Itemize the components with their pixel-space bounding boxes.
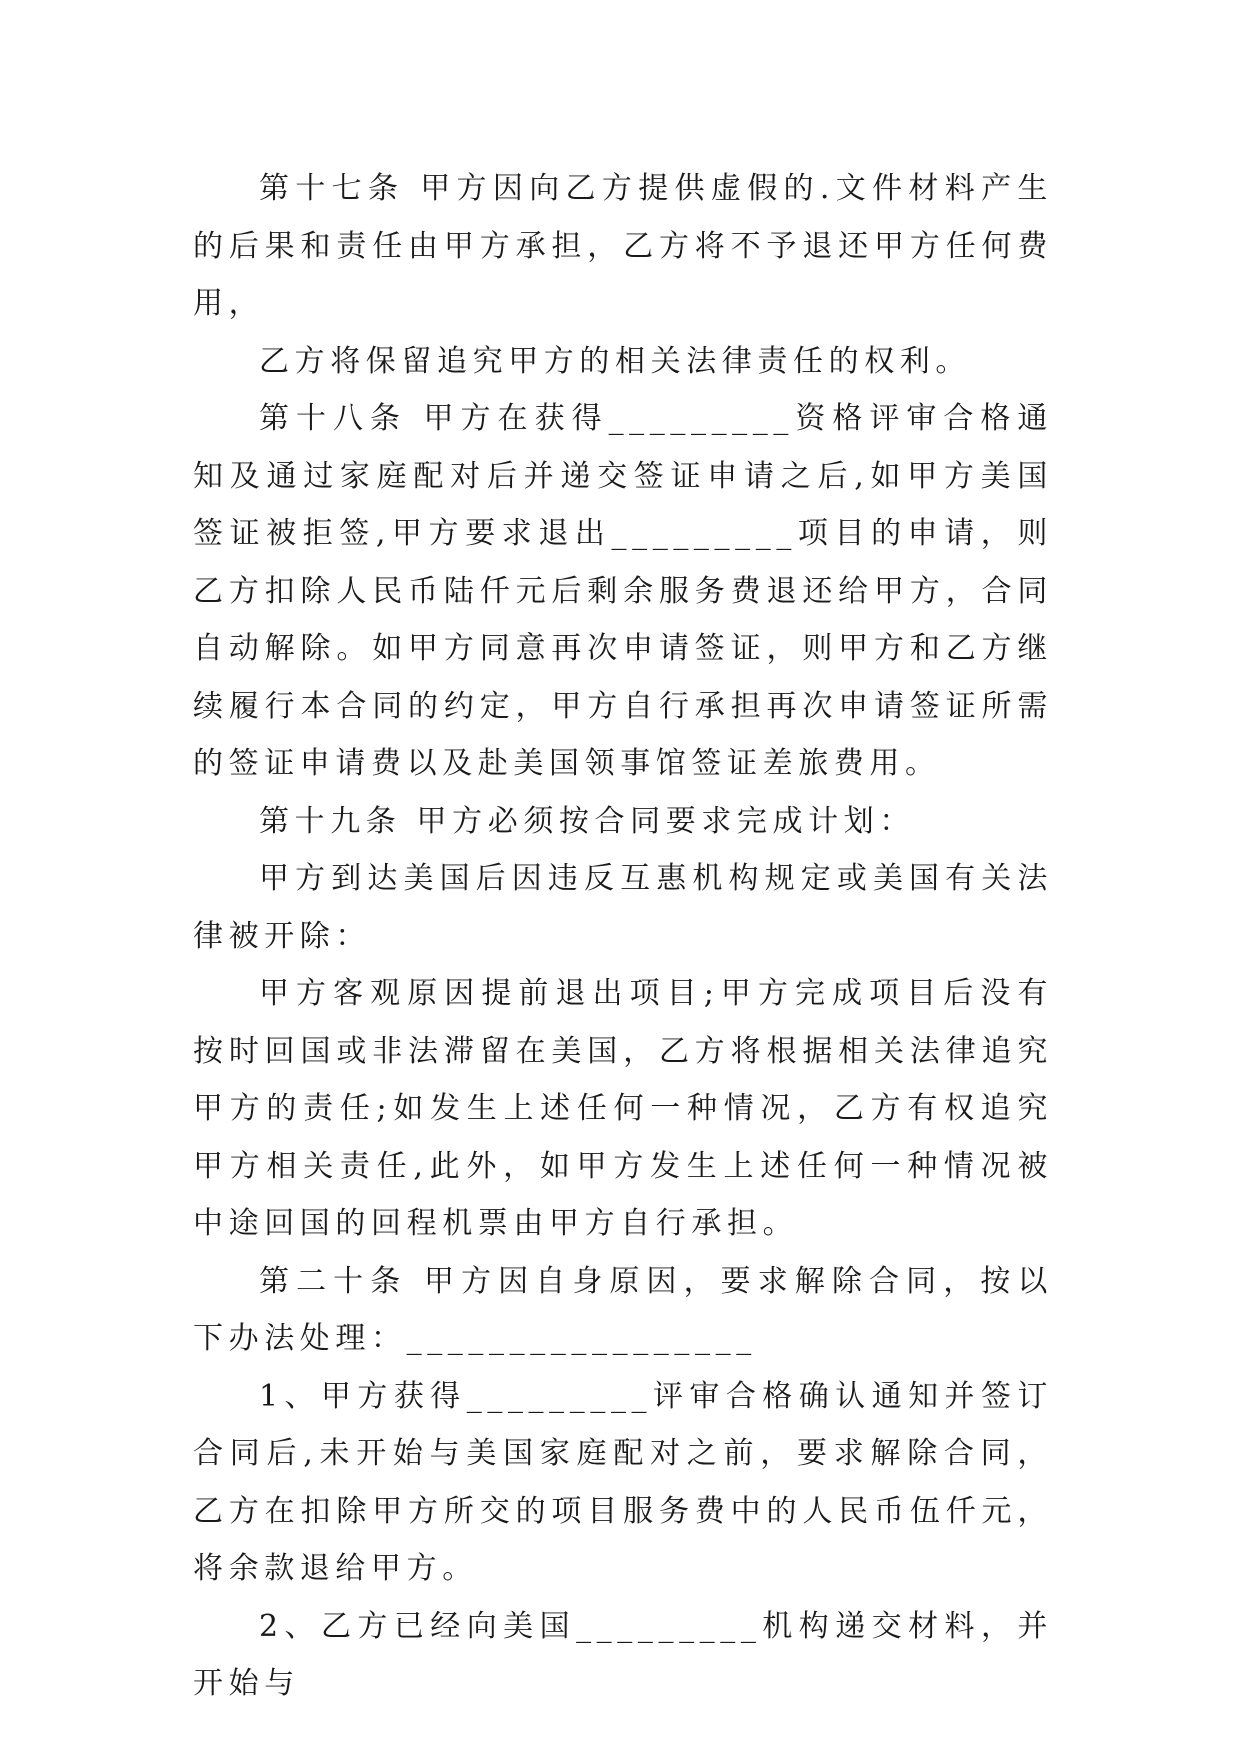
article-19-item-withdrawal-paragraph: 甲方客观原因提前退出项目;甲方完成项目后没有按时回国或非法滞留在美国，乙方将根据相关法律追究甲方的责任;如发生上述任何一种情况，乙方有权追究甲方相关责任,此外，如甲方发生上述任何一种情况被中途回国的回程机票由甲方自行承担。 <box>193 976 1053 1241</box>
article-20-paragraph: 第二十条 甲方因自身原因，要求解除合同，按以下办法处理：_________________ <box>193 1263 1053 1356</box>
article-20-clause-2-paragraph: 2、乙方已经向美国_________机构递交材料，并开始与 <box>193 1608 1053 1701</box>
article-18-paragraph: 第十八条 甲方在获得_________资格评审合格通知及通过家庭配对后并递交签证申请之后,如甲方美国签证被拒签,甲方要求退出_________项目的申请，则乙方扣除人民币陆仟元后剩余服务费退还给甲方，合同自动解除。如甲方同意再次申请签证，则甲方和乙方继续履行本合同的约定，甲方自行承担再次申请签证所需的签证申请费以及赴美国领事馆签证差旅费用。 <box>193 401 1053 781</box>
article-19-paragraph: 第十九条 甲方必须按合同要求完成计划： <box>259 803 915 839</box>
article-17-continuation-paragraph: 乙方将保留追究甲方的相关法律责任的权利。 <box>259 343 971 379</box>
contract-text-body <box>193 160 1053 1713</box>
article-17-paragraph: 第十七条 甲方因向乙方提供虚假的.文件材料产生的后果和责任由甲方承担，乙方将不予退还甲方任何费用， <box>193 171 1053 321</box>
article-19-item-dismissal-paragraph: 甲方到达美国后因违反互惠机构规定或美国有关法律被开除： <box>193 861 1053 954</box>
article-20-clause-1-paragraph: 1、甲方获得_________评审合格确认通知并签订合同后,未开始与美国家庭配对之前，要求解除合同，乙方在扣除甲方所交的项目服务费中的人民币伍仟元，将余款退给甲方。 <box>193 1378 1053 1586</box>
